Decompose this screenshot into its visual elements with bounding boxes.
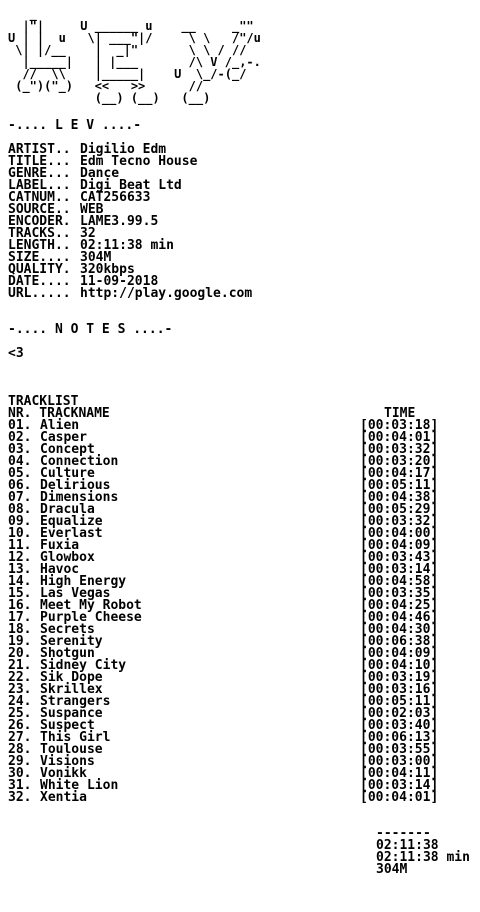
- track-number: 03.: [8, 442, 32, 457]
- track-time: [00:04:25]: [360, 598, 439, 613]
- track-number: 14.: [8, 574, 32, 589]
- track-rows: [8, 420, 438, 804]
- track-name: Dimensions: [40, 490, 119, 505]
- track-name: Meet My Robot: [40, 598, 142, 613]
- track-time: [00:03:40]: [360, 718, 439, 733]
- track-name: Everlast: [40, 526, 103, 541]
- metadata-label: LENGTH..: [8, 238, 71, 253]
- track-number: 07.: [8, 490, 32, 505]
- track-time: [00:04:46]: [360, 610, 439, 625]
- metadata-value: Edm Tecno House: [80, 154, 198, 169]
- track-time: [00:04:17]: [360, 466, 439, 481]
- metadata-value: 32: [80, 226, 96, 241]
- track-time: [00:04:09]: [360, 646, 439, 661]
- metadata-value: Dance: [80, 166, 120, 181]
- track-number: 32.: [8, 790, 32, 805]
- track-name: Strangers: [40, 694, 111, 709]
- track-name: Shotgun: [40, 646, 95, 661]
- track-time: [00:05:29]: [360, 502, 439, 517]
- track-name: Toulouse: [40, 742, 103, 757]
- track-time: [00:03:00]: [360, 754, 439, 769]
- metadata-label: SOURCE..: [8, 202, 71, 217]
- track-number: 12.: [8, 550, 32, 565]
- track-number: 11.: [8, 538, 32, 553]
- track-name: High Energy: [40, 574, 127, 589]
- release-metadata: [8, 144, 252, 300]
- metadata-value: CAT256633: [80, 190, 151, 205]
- notes-body: <3: [8, 346, 24, 361]
- track-name: Glowbox: [40, 550, 95, 565]
- metadata-value: 02:11:38 min: [80, 238, 174, 253]
- track-number: 17.: [8, 610, 32, 625]
- track-name: Visions: [40, 754, 95, 769]
- track-name: White Lion: [40, 778, 119, 793]
- track-time: [00:04:11]: [360, 766, 439, 781]
- track-number: 04.: [8, 454, 32, 469]
- track-number: 28.: [8, 742, 32, 757]
- track-number: 08.: [8, 502, 32, 517]
- metadata-label: CATNUM..: [8, 190, 71, 205]
- track-number: 24.: [8, 694, 32, 709]
- track-name: Casper: [40, 430, 87, 445]
- metadata-label: TITLE...: [8, 154, 71, 169]
- track-time: [00:05:11]: [360, 478, 439, 493]
- track-time: [00:02:03]: [360, 706, 439, 721]
- track-number: 06.: [8, 478, 32, 493]
- metadata-label: DATE....: [8, 274, 71, 289]
- track-time: [00:06:38]: [360, 634, 439, 649]
- metadata-label: SIZE....: [8, 250, 71, 265]
- track-time: [00:04:09]: [360, 538, 439, 553]
- track-number: 09.: [8, 514, 32, 529]
- track-time: [00:04:01]: [360, 790, 439, 805]
- track-name: Secrets: [40, 622, 95, 637]
- track-name: Havoc: [40, 562, 80, 577]
- metadata-value: Digilio Edm: [80, 142, 167, 157]
- metadata-row: [8, 288, 252, 300]
- track-name: Equalize: [40, 514, 103, 529]
- metadata-label: ARTIST..: [8, 142, 71, 157]
- track-name: Skrillex: [40, 682, 103, 697]
- track-time: [00:03:32]: [360, 442, 439, 457]
- track-time: [00:03:20]: [360, 454, 439, 469]
- track-number: 27.: [8, 730, 32, 745]
- track-time: [00:03:35]: [360, 586, 439, 601]
- track-number: 02.: [8, 430, 32, 445]
- track-name: Fuxia: [40, 538, 80, 553]
- track-time: [00:04:01]: [360, 430, 439, 445]
- tracklist-title: TRACKLIST: [8, 394, 79, 409]
- track-row: [8, 792, 438, 804]
- track-number: 25.: [8, 706, 32, 721]
- track-number: 01.: [8, 418, 32, 433]
- track-number: 13.: [8, 562, 32, 577]
- track-number: 10.: [8, 526, 32, 541]
- track-name: Culture: [40, 466, 95, 481]
- track-name: Connection: [40, 454, 119, 469]
- summary-block: [376, 828, 470, 876]
- track-number: 21.: [8, 658, 32, 673]
- track-number: 26.: [8, 718, 32, 733]
- summary-total-time: 02:11:38: [376, 838, 439, 853]
- metadata-value: Digi Beat Ltd: [80, 178, 182, 193]
- metadata-label: GENRE...: [8, 166, 71, 181]
- track-name: Suspance: [40, 706, 103, 721]
- track-time: [00:04:00]: [360, 526, 439, 541]
- track-name: Sik Dope: [40, 670, 103, 685]
- track-name: Alien: [40, 418, 80, 433]
- track-number: 30.: [8, 766, 32, 781]
- track-number: 31.: [8, 778, 32, 793]
- track-number: 16.: [8, 598, 32, 613]
- metadata-label: ENCODER.: [8, 214, 71, 229]
- tracklist: [8, 396, 438, 804]
- track-time: [00:05:11]: [360, 694, 439, 709]
- track-name: Serenity: [40, 634, 103, 649]
- track-name: This Girl: [40, 730, 111, 745]
- track-time: [00:03:43]: [360, 550, 439, 565]
- track-time: [00:03:19]: [360, 670, 439, 685]
- track-number: 05.: [8, 466, 32, 481]
- track-name: Las Vegas: [40, 586, 111, 601]
- track-time: [00:04:38]: [360, 490, 439, 505]
- metadata-value: http://play.google.com: [80, 286, 253, 301]
- track-name: Concept: [40, 442, 95, 457]
- track-time: [00:03:18]: [360, 418, 439, 433]
- summary-total-length: 02:11:38 min: [376, 850, 470, 865]
- metadata-value: 320kbps: [80, 262, 135, 277]
- track-number: 18.: [8, 622, 32, 637]
- metadata-value: WEB: [80, 202, 104, 217]
- track-name: Delirious: [40, 478, 111, 493]
- track-number: 29.: [8, 754, 32, 769]
- track-time: [00:04:58]: [360, 574, 439, 589]
- metadata-label: QUALITY.: [8, 262, 71, 277]
- track-number: 19.: [8, 634, 32, 649]
- lev-section-header: -.... L E V ....-: [8, 118, 142, 133]
- track-time: [00:04:10]: [360, 658, 439, 673]
- track-time: [00:03:32]: [360, 514, 439, 529]
- track-time: [00:03:55]: [360, 742, 439, 757]
- track-name: Vonikk: [40, 766, 87, 781]
- track-number: 22.: [8, 670, 32, 685]
- metadata-label: TRACKS..: [8, 226, 71, 241]
- ascii-art-logo: _ |"| U ______ u __ _"" U | | u \| ___"|/ \ \ /"/u \| |/__ | _|" \ \ / // |_____| | |___ /\ V /_,-. // \\ |_____| U \_/-(_/ (_")("_) << >> // (__) (__) (__): [8, 7, 261, 105]
- track-number: 20.: [8, 646, 32, 661]
- summary-separator: -------: [376, 826, 431, 841]
- metadata-value: 11-09-2018: [80, 274, 159, 289]
- metadata-label: LABEL...: [8, 178, 71, 193]
- track-name: Purple Cheese: [40, 610, 142, 625]
- metadata-value: LAME3.99.5: [80, 214, 159, 229]
- track-time: [00:03:14]: [360, 778, 439, 793]
- track-name: Sidney City: [40, 658, 127, 673]
- col-time: TIME: [384, 406, 416, 421]
- track-time: [00:03:14]: [360, 562, 439, 577]
- track-time: [00:03:16]: [360, 682, 439, 697]
- track-number: 23.: [8, 682, 32, 697]
- track-time: [00:04:30]: [360, 622, 439, 637]
- metadata-value: 304M: [80, 250, 112, 265]
- col-nr-trackname: NR. TRACKNAME: [8, 406, 110, 421]
- metadata-label: URL.....: [8, 286, 71, 301]
- track-time: [00:06:13]: [360, 730, 439, 745]
- track-name: Dracula: [40, 502, 95, 517]
- notes-section-header: -.... N O T E S ....-: [8, 322, 173, 337]
- track-name: Xentia: [40, 790, 87, 805]
- summary-total-size: 304M: [376, 862, 408, 877]
- track-number: 15.: [8, 586, 32, 601]
- track-name: Suspect: [40, 718, 95, 733]
